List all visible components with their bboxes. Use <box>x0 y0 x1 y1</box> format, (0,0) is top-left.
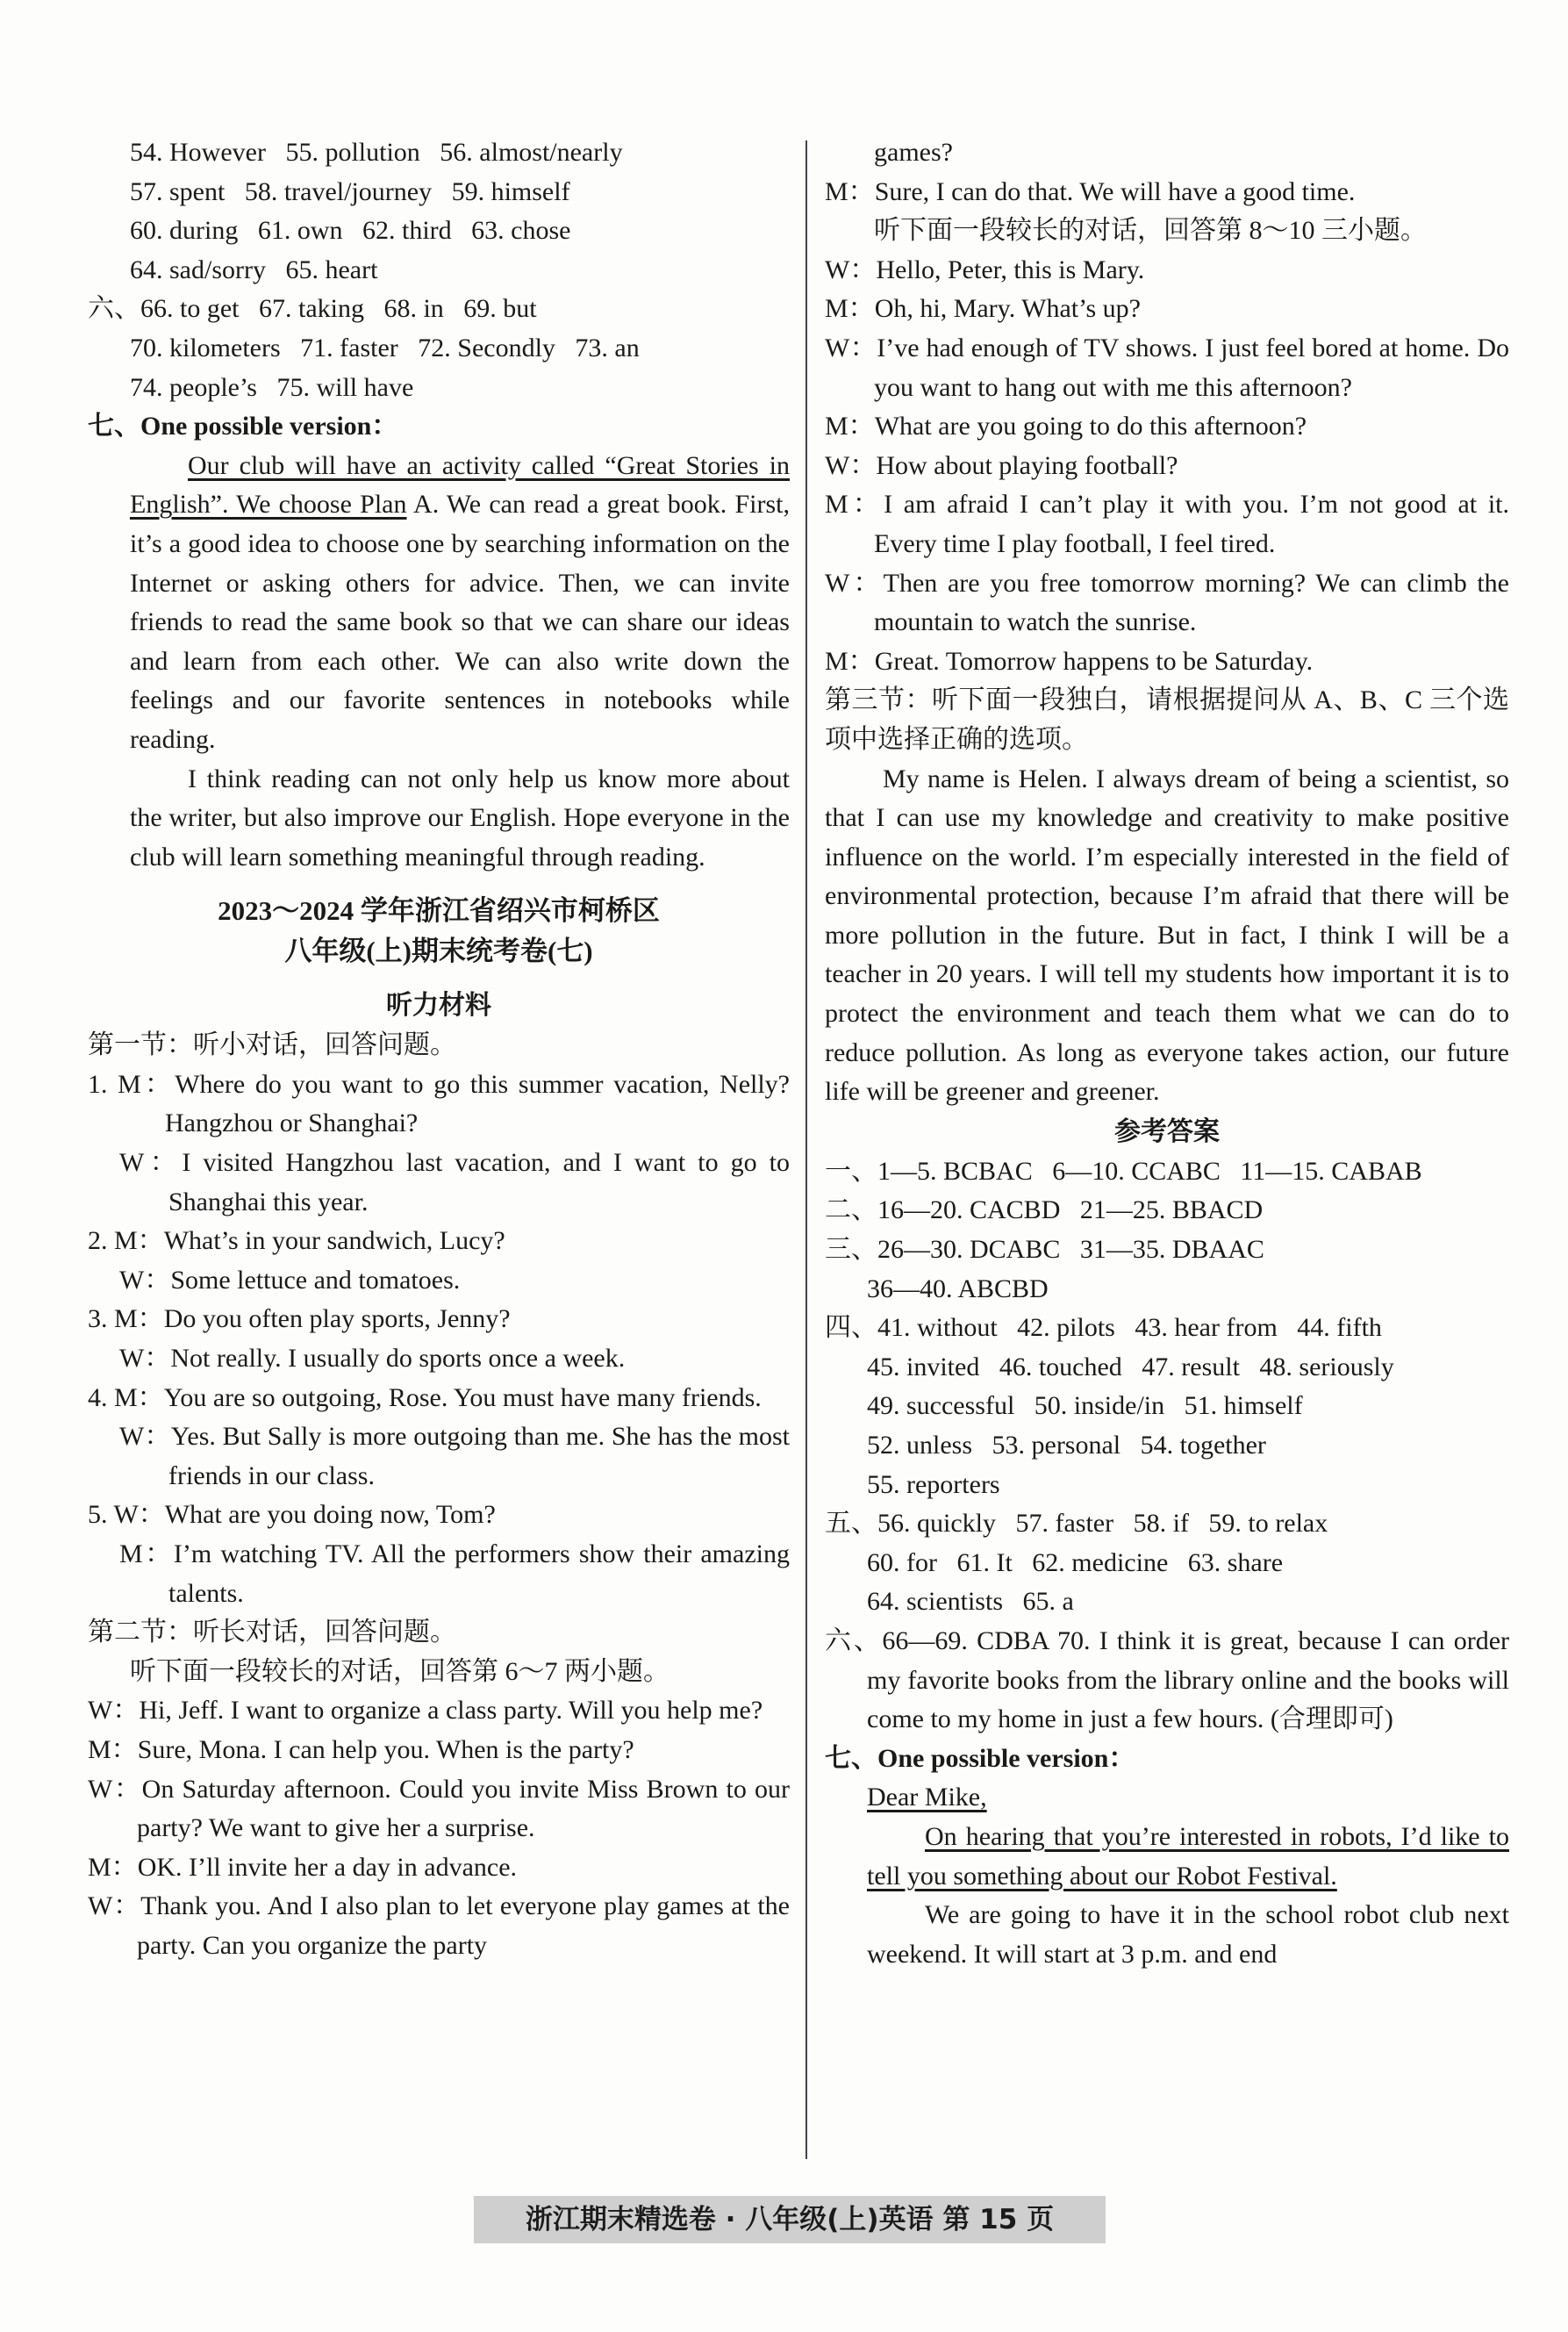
monologue: My name is Helen. I always dream of being a scientist, so that I can use my knowledge and creativity to make positive influence on the world. I’m especially interested in the field of environmental protection, because I’m afraid that there will be more pollution in the future. But in fact, I think I will be a teacher in 20 years. I will tell my students how important it is to protect the environment and teach them what we can do to reduce pollution. As long as everyone takes action, our future life will be greener and greener. <box>825 764 1509 1107</box>
answer-line: 36—40. ABCBD <box>867 1274 1049 1303</box>
essay-underlined: Our club will have an activity called “Great Stories in English”. We choose Plan <box>130 450 790 520</box>
dialog-line: M：Sure, I can do that. We will have a good time. <box>825 176 1356 206</box>
section-6-answer: 六、66—69. CDBA 70. I think it is great, because I can order my favorite books from the library online and the books will come to my home in just a few hours. (合理即可) <box>825 1625 1509 1734</box>
part2-heading: 第二节：听长对话，回答问题。 <box>88 1618 456 1647</box>
answer-line: 57. spent 58. travel/journey 59. himself <box>130 176 570 206</box>
dialog-line: W：Hello, Peter, this is Mary. <box>825 255 1145 284</box>
answer-line: 60. for 61. It 62. medicine 63. share <box>867 1547 1284 1577</box>
answer-line: 64. scientists 65. a <box>867 1587 1074 1617</box>
dialog-line: W：Not really. I usually do sports once a week. <box>119 1344 626 1374</box>
dialog-line: W：How about playing football? <box>825 450 1178 480</box>
section-7-label: 七、One possible version： <box>88 412 398 441</box>
answers-title: 参考答案 <box>1114 1116 1220 1146</box>
instruction-8-10: 听下面一段较长的对话，回答第 8～10 三小题。 <box>874 216 1427 246</box>
answer-line: 70. kilometers 71. faster 72. Secondly 73. an <box>130 333 640 362</box>
letter <box>825 1778 1509 1974</box>
letter-paragraph-2: We are going to have it in the school robot club next weekend. It will start at 3 p.m. and end <box>867 1900 1509 1969</box>
part3-heading: 第三节：听下面一段独白，请根据提问从 A、B、C 三个选项中选择正确的选项。 <box>825 685 1509 754</box>
dialog-line: M：I’m watching TV. All the performers show their amazing talents. <box>119 1539 790 1608</box>
dialog-line: W：Then are you free tomorrow morning? We can climb the mountain to watch the sunrise. <box>825 568 1509 637</box>
dialog-continuation: games? <box>874 138 953 167</box>
letter-greeting: Dear Mike, <box>867 1783 987 1812</box>
answer-line: 60. during 61. own 62. third 63. chose <box>130 216 571 246</box>
column-divider <box>805 140 807 2159</box>
part1-heading: 第一节：听小对话，回答问题。 <box>88 1030 456 1060</box>
dialog-line: M：OK. I’ll invite her a day in advance. <box>88 1852 518 1882</box>
answer-line: 四、41. without 42. pilots 43. hear from 44. fifth <box>825 1313 1382 1343</box>
dialog-line: 5. W：What are you doing now, Tom? <box>88 1500 496 1530</box>
exam-title-1: 2023～2024 学年浙江省绍兴市柯桥区 <box>218 895 660 927</box>
page-footer: 浙江期末精选卷 · 八年级(上)英语 第 15 页 <box>474 2196 1106 2243</box>
dialog-line: W：Thank you. And I also plan to let everyone play games at the party. Can you organize the party <box>88 1891 790 1960</box>
answer-line: 49. successful 50. inside/in 51. himself <box>867 1391 1303 1421</box>
part2-instruction: 听下面一段较长的对话，回答第 6～7 两小题。 <box>130 1656 669 1686</box>
answer-line: 64. sad/sorry 65. heart <box>130 255 378 284</box>
dialog-line: W：Yes. But Sally is more outgoing than me. She has the most friends in our class. <box>119 1422 790 1490</box>
section-label: 六、 <box>88 294 140 324</box>
dialog-line: M：Oh, hi, Mary. What’s up? <box>825 294 1141 324</box>
listening-title: 听力材料 <box>386 991 491 1021</box>
dialog-line: 1. M：Where do you want to go this summer vacation, Nelly? Hangzhou or Shanghai? <box>88 1069 790 1138</box>
answer-line: 一、1—5. BCBAC 6—10. CCABC 11—15. CABAB <box>825 1156 1422 1186</box>
answer-line: 二、16—20. CACBD 21—25. BBACD <box>825 1195 1264 1225</box>
answer-line: 三、26—30. DCABC 31—35. DBAAC <box>825 1235 1264 1265</box>
dialog-line: M：Sure, Mona. I can help you. When is the party? <box>88 1734 634 1764</box>
essay: Our club will have an activity called “Great Stories in English”. We choose Plan A. We can read a great book. First, it’s a good idea to choose one by searching information on the Internet or asking others for advice. Then, we can invite friends to read the same book so that we can share our ideas and learn from each other. We can also write down the feelings and our favorite sentences in notebooks while reading. I think reading can not only help us know more about the writer, but also improve our English. Hope everyone in the club will learn something meaningful through reading. <box>88 447 790 878</box>
dialog-line: M：I am afraid I can’t play it with you. I’m not good at it. Every time I play football, I feel tired. <box>825 490 1509 558</box>
answer-line: 55. reporters <box>867 1469 1000 1499</box>
dialog-line: M：Great. Tomorrow happens to be Saturday. <box>825 646 1314 676</box>
dialog-line: 2. M：What’s in your sandwich, Lucy? <box>88 1226 505 1256</box>
answer-line: 74. people’s 75. will have <box>130 372 414 402</box>
dialog-line: W：On Saturday afternoon. Could you invite Miss Brown to our party? We want to give her a surprise. <box>88 1774 790 1843</box>
exam-title-2: 八年级(上)期末统考卷(七) <box>284 936 593 967</box>
answer-line: 52. unless 53. personal 54. together <box>867 1431 1266 1460</box>
letter-underlined: On hearing that you’re interested in robots, I’d like to tell you something about our Robot Festival. <box>867 1821 1509 1891</box>
left-column <box>88 133 790 1966</box>
dialog-line: W：Some lettuce and tomatoes. <box>119 1265 461 1295</box>
right-column <box>825 133 1509 1974</box>
dialog-line: W：I’ve had enough of TV shows. I just feel bored at home. Do you want to hang out with me this afternoon? <box>825 333 1509 402</box>
answer-line: 五、56. quickly 57. faster 58. if 59. to relax <box>825 1509 1328 1539</box>
answer-line: 45. invited 46. touched 47. result 48. seriously <box>867 1352 1394 1381</box>
section-7-label: 七、One possible version： <box>825 1743 1135 1773</box>
section-6-answers: 六、66. to get 67. taking 68. in 69. but <box>88 294 537 324</box>
dialog-line: M：What are you going to do this afternoon? <box>825 412 1307 441</box>
dialog-line: W：Hi, Jeff. I want to organize a class party. Will you help me? <box>88 1696 763 1726</box>
dialog-line: W：I visited Hangzhou last vacation, and I want to go to Shanghai this year. <box>119 1148 790 1216</box>
dialog-line: 3. M：Do you often play sports, Jenny? <box>88 1304 511 1334</box>
dialog-line: 4. M：You are so outgoing, Rose. You must have many friends. <box>88 1382 762 1412</box>
essay-paragraph-2: I think reading can not only help us know more about the writer, but also improve our English. Hope everyone in the club will learn something meaningful through reading. <box>130 764 790 872</box>
answer-line: 54. However 55. pollution 56. almost/nearly <box>130 138 623 167</box>
